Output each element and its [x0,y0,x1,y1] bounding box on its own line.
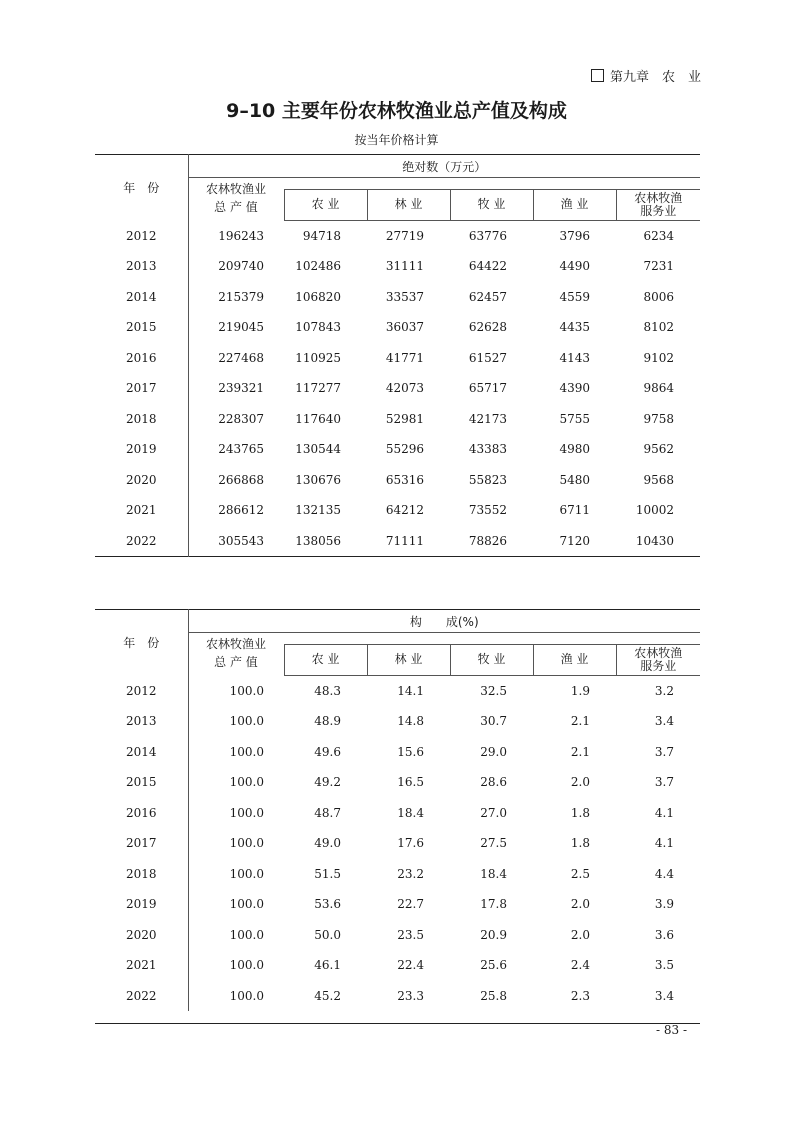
table-row [95,404,700,435]
value-cell: 100.0 [229,775,264,790]
value-cell: 9758 [643,411,675,426]
composition-table [95,609,700,1011]
value-cell: 117277 [295,381,341,396]
table-row [95,675,700,706]
value-cell: 10002 [635,503,675,518]
value-cell: 29.0 [480,744,507,759]
year-cell: 2018 [95,859,188,890]
table-row [95,859,700,890]
value-cell: 10430 [635,533,675,548]
value-cell: 2.1 [570,744,590,759]
value-cell: 100.0 [229,714,264,729]
value-cell: 52981 [385,411,424,426]
value-cell: 3.6 [654,927,674,942]
services-header [616,644,700,675]
table-row [95,282,700,313]
value-cell: 94718 [302,228,341,243]
value-cell: 41771 [385,350,424,365]
group-header: 构 成(%) [188,610,700,633]
value-cell: 5480 [559,472,590,487]
animal-husbandry-header: 牧 业 [450,644,533,675]
value-cell: 64422 [468,259,507,274]
value-cell: 4390 [559,381,590,396]
value-cell: 23.2 [397,866,424,881]
value-cell: 138056 [295,533,341,548]
value-cell: 30.7 [480,714,507,729]
value-cell: 266868 [218,472,264,487]
value-cell: 100.0 [229,836,264,851]
value-cell: 51.5 [314,866,341,881]
table-row [95,889,700,920]
year-cell: 2013 [95,251,188,282]
table-row [95,343,700,374]
value-cell: 4559 [559,289,590,304]
agriculture-header: 农 业 [284,644,367,675]
value-cell: 3.7 [654,775,674,790]
table-row [95,373,700,404]
page-number: - 83 - [655,1023,687,1037]
value-cell: 209740 [218,259,264,274]
value-cell: 2.0 [570,775,590,790]
value-cell: 31111 [385,259,424,274]
fishery-header: 渔 业 [533,644,616,675]
value-cell: 239321 [218,381,264,396]
value-cell: 5755 [559,411,590,426]
value-cell: 64212 [385,503,424,518]
value-cell: 50.0 [314,927,341,942]
value-cell: 305543 [218,533,264,548]
page-subtitle: 按当年价格计算 [354,133,439,147]
value-cell: 4.1 [654,805,674,820]
value-cell: 43383 [468,442,507,457]
value-cell: 61527 [468,350,507,365]
forestry-header: 林 业 [367,644,450,675]
total-output-header [188,633,284,676]
value-cell: 9864 [643,381,675,396]
value-cell: 6711 [559,503,590,518]
year-cell: 2016 [95,798,188,829]
value-cell: 14.8 [397,714,424,729]
value-cell: 20.9 [480,927,507,942]
table-row [95,220,700,251]
value-cell: 9568 [643,472,675,487]
table-row [95,434,700,465]
value-cell: 4.1 [654,836,674,851]
value-cell: 23.5 [397,927,424,942]
value-cell: 4980 [559,442,590,457]
table-row [95,251,700,282]
value-cell: 42073 [385,381,424,396]
table-row [95,981,700,1012]
value-cell: 4435 [559,320,590,335]
value-cell: 53.6 [314,897,341,912]
year-cell: 2020 [95,465,188,496]
value-cell: 49.0 [314,836,341,851]
value-cell: 33537 [385,289,424,304]
absolute-values-table [95,154,700,557]
value-cell: 130544 [295,442,341,457]
year-cell: 2022 [95,981,188,1012]
value-cell: 16.5 [397,775,424,790]
value-cell: 3796 [559,228,590,243]
value-cell: 63776 [468,228,507,243]
value-cell: 130676 [295,472,341,487]
value-cell: 1.8 [570,805,590,820]
value-cell: 62457 [468,289,507,304]
value-cell: 100.0 [229,897,264,912]
services-header-line2: 服务业 [640,203,677,218]
table-row [95,465,700,496]
value-cell: 2.4 [570,958,590,973]
value-cell: 55823 [468,472,507,487]
value-cell: 7231 [643,259,675,274]
bottom-rule [95,1023,700,1024]
table-row [95,526,700,557]
total-output-header-line2: 总 产 值 [214,655,258,669]
square-icon [591,69,604,82]
value-cell: 100.0 [229,988,264,1003]
year-cell: 2018 [95,404,188,435]
agriculture-header: 农 业 [284,189,367,220]
value-cell: 32.5 [480,683,507,698]
value-cell: 107843 [295,320,341,335]
table-row [95,767,700,798]
year-cell: 2022 [95,526,188,557]
total-output-header-line2: 总 产 值 [214,200,258,214]
table-row [95,950,700,981]
value-cell: 8102 [643,320,675,335]
value-cell: 4490 [559,259,590,274]
fishery-header: 渔 业 [533,189,616,220]
value-cell: 102486 [295,259,341,274]
value-cell: 78826 [468,533,507,548]
value-cell: 3.7 [654,744,674,759]
value-cell: 117640 [295,411,341,426]
value-cell: 71111 [385,533,424,548]
value-cell: 228307 [218,411,264,426]
value-cell: 27.0 [480,805,507,820]
animal-husbandry-header: 牧 业 [450,189,533,220]
value-cell: 55296 [385,442,424,457]
value-cell: 227468 [218,350,264,365]
value-cell: 8006 [643,289,675,304]
value-cell: 18.4 [397,805,424,820]
value-cell: 1.8 [570,836,590,851]
services-header-line1: 农林牧渔 [634,645,683,660]
value-cell: 3.2 [654,683,674,698]
value-cell: 2.0 [570,927,590,942]
value-cell: 100.0 [229,958,264,973]
value-cell: 286612 [218,503,264,518]
table-row [95,495,700,526]
value-cell: 3.4 [654,988,674,1003]
value-cell: 7120 [559,533,590,548]
value-cell: 132135 [295,503,341,518]
value-cell: 62628 [468,320,507,335]
value-cell: 22.4 [397,958,424,973]
value-cell: 36037 [385,320,424,335]
value-cell: 18.4 [480,866,507,881]
value-cell: 73552 [468,503,507,518]
value-cell: 9562 [643,442,675,457]
year-cell: 2019 [95,889,188,920]
total-output-header-line1: 农林牧渔业 [205,182,266,196]
chapter-header [591,66,701,85]
year-cell: 2012 [95,675,188,706]
year-cell: 2013 [95,706,188,737]
value-cell: 25.6 [480,958,507,973]
value-cell: 27.5 [480,836,507,851]
table-row [95,828,700,859]
value-cell: 28.6 [480,775,507,790]
value-cell: 48.9 [314,714,341,729]
year-cell: 2017 [95,373,188,404]
value-cell: 4.4 [654,866,674,881]
value-cell: 45.2 [314,988,341,1003]
year-cell: 2020 [95,920,188,951]
value-cell: 49.2 [314,775,341,790]
chapter-label: 第九章 农 业 [609,70,701,85]
value-cell: 243765 [218,442,264,457]
value-cell: 14.1 [397,683,424,698]
value-cell: 2.3 [570,988,590,1003]
services-header-line1: 农林牧渔 [634,190,683,205]
value-cell: 46.1 [314,958,341,973]
value-cell: 215379 [218,289,264,304]
value-cell: 27719 [385,228,424,243]
page-title: 9–10 主要年份农林牧渔业总产值及构成 [226,100,567,122]
value-cell: 17.8 [480,897,507,912]
value-cell: 100.0 [229,805,264,820]
year-cell: 2019 [95,434,188,465]
value-cell: 49.6 [314,744,341,759]
value-cell: 23.3 [397,988,424,1003]
year-cell: 2015 [95,312,188,343]
table-row [95,706,700,737]
value-cell: 65316 [385,472,424,487]
value-cell: 2.0 [570,897,590,912]
table-row [95,798,700,829]
year-cell: 2015 [95,767,188,798]
value-cell: 22.7 [397,897,424,912]
value-cell: 48.3 [314,683,341,698]
value-cell: 100.0 [229,866,264,881]
value-cell: 106820 [295,289,341,304]
value-cell: 6234 [643,228,675,243]
value-cell: 100.0 [229,683,264,698]
value-cell: 100.0 [229,744,264,759]
value-cell: 42173 [468,411,507,426]
value-cell: 3.5 [654,958,674,973]
year-cell: 2017 [95,828,188,859]
value-cell: 219045 [218,320,264,335]
value-cell: 1.9 [570,683,590,698]
table-row [95,920,700,951]
value-cell: 2.5 [570,866,590,881]
year-cell: 2014 [95,737,188,768]
value-cell: 2.1 [570,714,590,729]
value-cell: 48.7 [314,805,341,820]
services-header [616,189,700,220]
table-row [95,737,700,768]
value-cell: 15.6 [397,744,424,759]
value-cell: 110925 [295,350,341,365]
value-cell: 100.0 [229,927,264,942]
year-header: 年 份 [95,155,188,221]
value-cell: 4143 [559,350,590,365]
value-cell: 9102 [643,350,675,365]
year-cell: 2021 [95,495,188,526]
value-cell: 25.8 [480,988,507,1003]
value-cell: 65717 [468,381,507,396]
year-cell: 2016 [95,343,188,374]
year-cell: 2014 [95,282,188,313]
table-row [95,312,700,343]
value-cell: 3.9 [654,897,674,912]
year-cell: 2012 [95,220,188,251]
value-cell: 17.6 [397,836,424,851]
value-cell: 196243 [218,228,264,243]
forestry-header: 林 业 [367,189,450,220]
total-output-header [188,178,284,221]
year-header: 年 份 [95,610,188,676]
year-cell: 2021 [95,950,188,981]
value-cell: 3.4 [654,714,674,729]
services-header-line2: 服务业 [640,658,677,673]
total-output-header-line1: 农林牧渔业 [205,637,266,651]
group-header: 绝对数（万元） [188,155,700,178]
